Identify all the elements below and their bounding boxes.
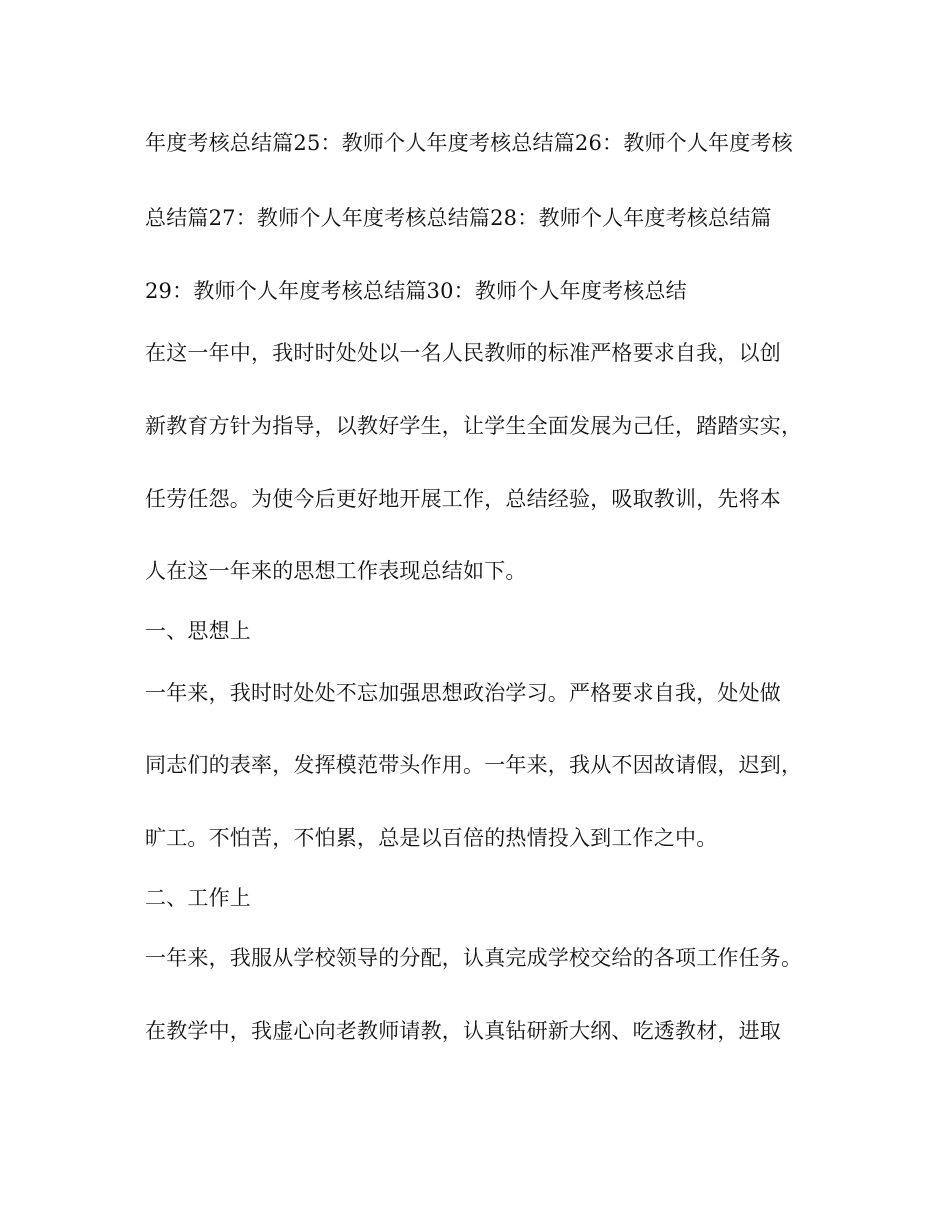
text-line: 29：教师个人年度考核总结篇30：教师个人年度考核总结 <box>145 279 687 303</box>
text-line: 总结篇27：教师个人年度考核总结篇28：教师个人年度考核总结篇 <box>145 206 772 230</box>
text-line: 在教学中，我虚心向老教师请教，认真钻研新大纲、吃透教材，进取 <box>145 1019 781 1043</box>
section-heading: 一、思想上 <box>145 619 251 643</box>
text-line: 新教育方针为指导，以教好学生，让学生全面发展为己任，踏踏实实， <box>145 414 803 438</box>
text-line: 在这一年中，我时时处处以一名人民教师的标准严格要求自我，以创 <box>145 341 781 365</box>
text-line: 年度考核总结篇25：教师个人年度考核总结篇26：教师个人年度考核 <box>145 131 793 155</box>
section-heading: 二、工作上 <box>145 886 251 910</box>
text-line: 旷工。不怕苦，不怕累，总是以百倍的热情投入到工作之中。 <box>145 826 718 850</box>
text-line: 人在这一年来的思想工作表现总结如下。 <box>145 559 527 583</box>
text-line: 任劳任怨。为使今后更好地开展工作，总结经验，吸取教训，先将本 <box>145 487 781 511</box>
text-line: 同志们的表率，发挥模范带头作用。一年来，我从不因故请假，迟到， <box>145 753 803 777</box>
text-line: 一年来，我时时处处不忘加强思想政治学习。严格要求自我，处处做 <box>145 681 781 705</box>
text-line: 一年来，我服从学校领导的分配，认真完成学校交给的各项工作任务。 <box>145 946 803 970</box>
